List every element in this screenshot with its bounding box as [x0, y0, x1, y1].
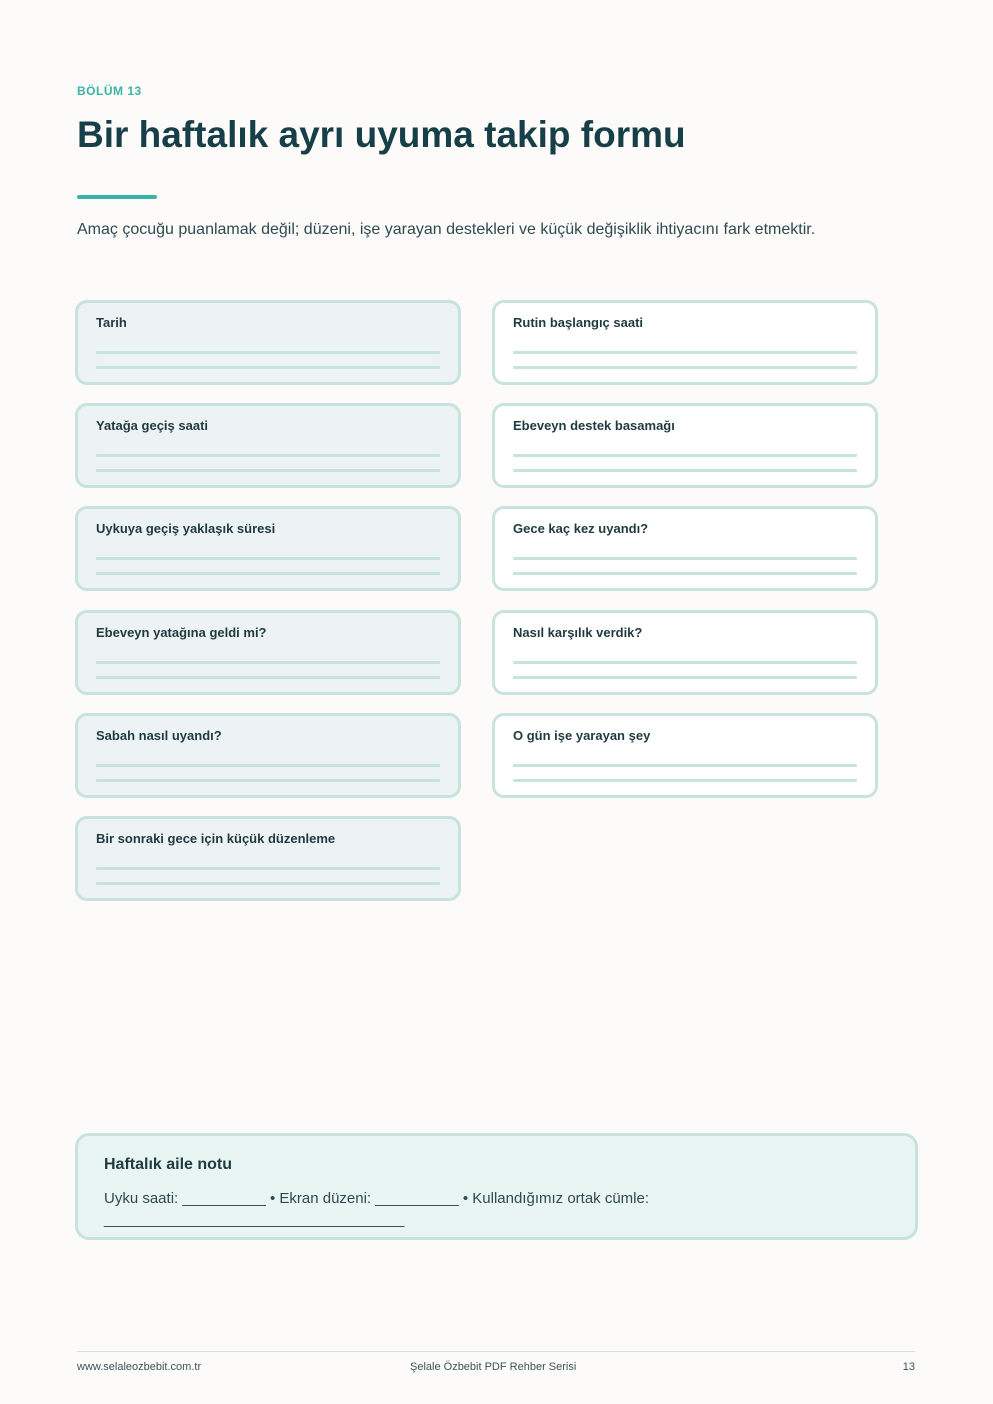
field-label: Bir sonraki gece için küçük düzenleme: [96, 831, 336, 846]
page-number: 13: [902, 1361, 915, 1373]
intro-text: Amaç çocuğu puanlamak değil; düzeni, işe yarayan destekleri ve küçük değişiklik ihtiyacını fark etmektir.: [77, 221, 816, 238]
write-line: [96, 366, 440, 369]
footer-divider: [77, 1351, 915, 1352]
field-card-routine-start[interactable]: [492, 300, 878, 385]
write-line: [513, 764, 857, 767]
write-line: [96, 882, 440, 885]
field-card-date[interactable]: [75, 300, 461, 385]
field-label: Gece kaç kez uyandı?: [513, 521, 649, 536]
write-line: [513, 454, 857, 457]
write-line: [96, 557, 440, 560]
write-line: [513, 366, 857, 369]
field-label: O gün işe yarayan şey: [513, 728, 651, 743]
write-line: [96, 867, 440, 870]
write-line: [96, 676, 440, 679]
title-accent-rule: [77, 195, 157, 199]
write-line: [96, 572, 440, 575]
page-title: Bir haftalık ayrı uyuma takip formu: [77, 114, 686, 155]
field-label: Ebeveyn yatağına geldi mi?: [96, 625, 267, 640]
field-card-sleep-onset-duration[interactable]: [75, 506, 461, 591]
write-line: [96, 351, 440, 354]
field-card-next-night-adjustment[interactable]: [75, 816, 461, 901]
field-label: Uykuya geçiş yaklaşık süresi: [96, 521, 276, 536]
field-label: Rutin başlangıç saati: [513, 315, 644, 330]
field-label: Ebeveyn destek basamağı: [513, 418, 675, 433]
field-label: Yatağa geçiş saati: [96, 418, 209, 433]
note-title: Haftalık aile notu: [104, 1156, 233, 1173]
write-line: [513, 351, 857, 354]
field-card-bed-time[interactable]: [75, 403, 461, 488]
write-line: [513, 469, 857, 472]
write-line: [513, 661, 857, 664]
footer-website: www.selaleozbebit.com.tr: [77, 1361, 202, 1373]
field-card-our-response[interactable]: [492, 610, 878, 695]
write-line: [96, 661, 440, 664]
field-card-what-worked[interactable]: [492, 713, 878, 798]
write-line: [96, 764, 440, 767]
footer-series: Şelale Özbebit PDF Rehber Serisi: [410, 1361, 577, 1373]
weekly-family-note[interactable]: [75, 1133, 918, 1240]
write-line: [96, 779, 440, 782]
field-label: Sabah nasıl uyandı?: [96, 728, 222, 743]
write-line: [513, 557, 857, 560]
field-label: Nasıl karşılık verdik?: [513, 625, 643, 640]
write-line: [513, 676, 857, 679]
field-card-parent-support-step[interactable]: [492, 403, 878, 488]
write-line: [96, 469, 440, 472]
chapter-label: BÖLÜM 13: [77, 84, 142, 98]
field-card-night-wakings[interactable]: [492, 506, 878, 591]
field-label: Tarih: [96, 315, 127, 330]
write-line: [513, 572, 857, 575]
write-line: [513, 779, 857, 782]
field-card-morning-wake[interactable]: [75, 713, 461, 798]
field-card-came-to-parent-bed[interactable]: [75, 610, 461, 695]
note-body: Uyku saati: __________ • Ekran düzeni: __________ • Kullandığımız ortak cümle: ____________________________________: [104, 1190, 650, 1228]
write-line: [96, 454, 440, 457]
